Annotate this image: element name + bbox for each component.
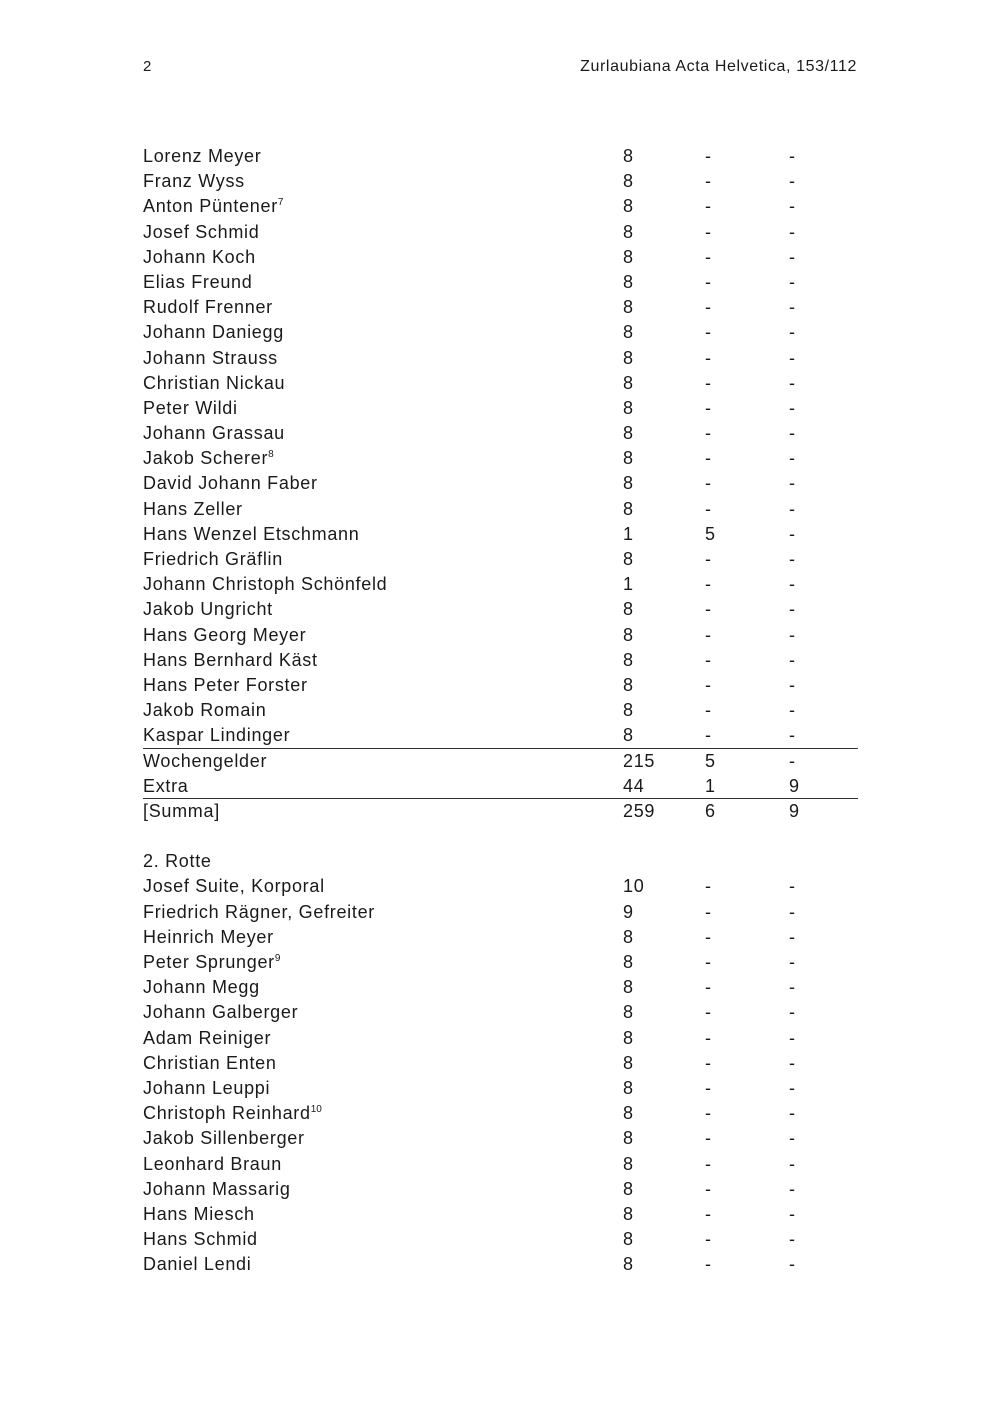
amount-c3: - bbox=[789, 1203, 796, 1224]
amount-c1: 8 bbox=[623, 498, 634, 519]
entry-name-text: Daniel Lendi bbox=[143, 1254, 252, 1275]
table-row bbox=[143, 1026, 858, 1051]
amount-c2: - bbox=[705, 1103, 712, 1124]
entry-name bbox=[143, 1154, 282, 1175]
entry-name-text: Adam Reiniger bbox=[143, 1027, 272, 1048]
table-row bbox=[143, 572, 858, 597]
amount-c3: - bbox=[789, 523, 796, 544]
entry-name-text: Johann Koch bbox=[143, 246, 256, 267]
entry-name-text: Jakob Scherer bbox=[143, 448, 269, 469]
entry-name-text: Johann Leuppi bbox=[143, 1077, 271, 1098]
amount-c3: - bbox=[789, 901, 796, 922]
entry-name bbox=[143, 876, 325, 897]
table-row bbox=[143, 320, 858, 345]
amount-c3: - bbox=[789, 952, 796, 972]
table-row bbox=[143, 723, 858, 748]
amount-c3: - bbox=[789, 1077, 796, 1098]
entry-name-text: Kaspar Lindinger bbox=[143, 725, 291, 746]
entry-name bbox=[143, 902, 375, 923]
entry-name-text: Hans Wenzel Etschmann bbox=[143, 523, 360, 544]
amount-c2: - bbox=[705, 171, 712, 192]
table-row bbox=[143, 874, 858, 899]
amount-c3: - bbox=[789, 1229, 796, 1250]
amount-c2: - bbox=[705, 574, 712, 595]
amount-c2: - bbox=[705, 1178, 712, 1199]
amount-c3: 9 bbox=[789, 775, 800, 796]
amount-c3: - bbox=[789, 1128, 796, 1149]
table-row bbox=[143, 346, 858, 371]
amount-c1: 8 bbox=[623, 1178, 634, 1199]
footnote-marker: 7 bbox=[277, 197, 284, 209]
amount-c1: 8 bbox=[623, 599, 634, 620]
amount-c3: - bbox=[789, 146, 796, 166]
table-row bbox=[143, 547, 858, 572]
footnote-marker: 9 bbox=[274, 953, 281, 964]
entry-name-text: Johann Galberger bbox=[143, 1002, 299, 1023]
amount-c3: - bbox=[789, 750, 796, 771]
amount-c3: - bbox=[789, 700, 796, 721]
amount-c1: 8 bbox=[623, 246, 634, 267]
amount-c3: - bbox=[789, 196, 796, 217]
amount-c2: - bbox=[705, 196, 712, 217]
amount-c2: 1 bbox=[705, 775, 716, 796]
table-row bbox=[143, 1126, 858, 1151]
amount-c2: - bbox=[705, 725, 712, 746]
amount-c2: - bbox=[705, 246, 712, 267]
entry-name bbox=[143, 1204, 255, 1225]
amount-c1: 10 bbox=[623, 876, 645, 897]
amount-c2: - bbox=[705, 674, 712, 695]
amount-c2: - bbox=[705, 397, 712, 418]
entry-name bbox=[143, 373, 285, 394]
entry-name bbox=[143, 801, 220, 822]
table-row bbox=[143, 1202, 858, 1227]
amount-c1: 1 bbox=[623, 574, 634, 595]
amount-c2: - bbox=[705, 549, 712, 569]
table-row bbox=[143, 194, 858, 219]
amount-c2: - bbox=[705, 599, 712, 620]
entry-name bbox=[143, 751, 267, 772]
entry-name bbox=[143, 322, 284, 343]
amount-c1: 8 bbox=[623, 674, 634, 695]
amount-c3: - bbox=[789, 1027, 796, 1048]
entry-name bbox=[143, 625, 306, 646]
entry-name-text: Christian Nickau bbox=[143, 372, 286, 393]
entry-name bbox=[143, 348, 278, 369]
entry-name bbox=[143, 776, 189, 797]
table-row bbox=[143, 673, 858, 698]
table-row bbox=[143, 925, 858, 950]
table-row bbox=[143, 623, 858, 648]
amount-c2: - bbox=[705, 952, 712, 972]
entry-name-text: Hans Schmid bbox=[143, 1229, 258, 1250]
amount-c3: - bbox=[789, 347, 796, 368]
table-row bbox=[143, 698, 858, 723]
amount-c2: - bbox=[705, 221, 712, 242]
entry-name-text: Christoph Reinhard bbox=[143, 1103, 311, 1124]
entry-name-text: Hans Peter Forster bbox=[143, 674, 308, 695]
amount-c1: 8 bbox=[623, 423, 634, 444]
entry-name bbox=[143, 1053, 277, 1074]
entry-name-text: Christian Enten bbox=[143, 1052, 277, 1073]
amount-c1: 8 bbox=[623, 1002, 634, 1023]
entry-name-text: Hans Zeller bbox=[143, 498, 243, 519]
amount-c3: - bbox=[789, 1002, 796, 1023]
entry-name-text: Heinrich Meyer bbox=[143, 926, 274, 947]
footnote-marker: 8 bbox=[268, 449, 274, 461]
entry-name-text: Johann Megg bbox=[143, 977, 260, 998]
amount-c2: 5 bbox=[705, 523, 716, 544]
amount-c2: - bbox=[705, 1002, 712, 1023]
amount-c2: - bbox=[705, 1203, 712, 1224]
entry-name-text: [Summa] bbox=[143, 800, 220, 821]
entry-name bbox=[143, 650, 318, 671]
entry-name-text: Franz Wyss bbox=[143, 171, 245, 192]
entry-name bbox=[143, 927, 274, 948]
entry-name-text: Johann Grassau bbox=[143, 423, 285, 444]
footnote-marker: 10 bbox=[310, 1104, 322, 1116]
entry-name-text: Hans Georg Meyer bbox=[143, 624, 307, 645]
table-row bbox=[143, 471, 858, 496]
entry-name bbox=[143, 196, 283, 217]
amount-c3: - bbox=[789, 397, 796, 418]
amount-c1: 9 bbox=[623, 901, 634, 922]
entry-name bbox=[143, 549, 283, 570]
amount-c1: 8 bbox=[623, 347, 634, 368]
amount-c1: 8 bbox=[623, 1077, 634, 1098]
amount-c2: - bbox=[705, 498, 712, 519]
amount-c3: 9 bbox=[789, 800, 800, 821]
amount-c1: 8 bbox=[623, 952, 634, 972]
entry-name-text: Friedrich Rägner, Gefreiter bbox=[143, 901, 375, 922]
amount-c1: 8 bbox=[623, 977, 634, 998]
entry-name bbox=[143, 725, 290, 746]
entry-name-text: Jakob Ungricht bbox=[143, 599, 273, 620]
amount-c2: 6 bbox=[705, 800, 716, 821]
entry-name-text: Elias Freund bbox=[143, 271, 253, 292]
amount-c1: 8 bbox=[623, 473, 634, 494]
entry-name-text: Extra bbox=[143, 775, 189, 796]
amount-c3: - bbox=[789, 271, 796, 292]
table-row bbox=[143, 975, 858, 1000]
amount-c3: - bbox=[789, 624, 796, 645]
amount-c2: - bbox=[705, 473, 712, 494]
amount-c2: - bbox=[705, 1229, 712, 1250]
total-row bbox=[143, 799, 858, 824]
entry-name-text: Rudolf Frenner bbox=[143, 297, 273, 318]
amount-c2: - bbox=[705, 901, 712, 922]
entry-name bbox=[143, 1028, 271, 1049]
entry-name-text: Hans Miesch bbox=[143, 1203, 255, 1224]
amount-c1: 8 bbox=[623, 1153, 634, 1174]
table-row bbox=[143, 1051, 858, 1076]
amount-c3: - bbox=[789, 372, 796, 393]
table-row bbox=[143, 396, 858, 421]
entry-name-text: Jakob Sillenberger bbox=[143, 1128, 305, 1149]
total-row bbox=[143, 774, 858, 799]
entry-name-text: Friedrich Gräflin bbox=[143, 549, 283, 569]
amount-c1: 8 bbox=[623, 549, 634, 569]
amount-c1: 8 bbox=[623, 1052, 634, 1073]
amount-c3: - bbox=[789, 549, 796, 569]
amount-c1: 8 bbox=[623, 1027, 634, 1048]
table-row bbox=[143, 1252, 858, 1277]
entry-name bbox=[143, 1078, 270, 1099]
table-row bbox=[143, 1227, 858, 1252]
entry-name-text: Johann Massarig bbox=[143, 1178, 291, 1199]
entry-name bbox=[143, 423, 285, 444]
amount-c2: - bbox=[705, 1153, 712, 1174]
amount-c2: - bbox=[705, 1052, 712, 1073]
amount-c2: - bbox=[705, 297, 712, 318]
table-row bbox=[143, 1177, 858, 1202]
entry-name bbox=[143, 448, 274, 469]
amount-c2: - bbox=[705, 977, 712, 998]
amount-c1: 8 bbox=[623, 397, 634, 418]
entry-name bbox=[143, 599, 273, 620]
entry-name-text: Hans Bernhard Käst bbox=[143, 649, 318, 670]
entry-name bbox=[143, 1128, 305, 1149]
amount-c1: 8 bbox=[623, 926, 634, 947]
amount-c2: - bbox=[705, 624, 712, 645]
amount-c1: 8 bbox=[623, 624, 634, 645]
entry-name-text: Wochengelder bbox=[143, 750, 268, 771]
entry-name bbox=[143, 574, 387, 595]
amount-c1: 8 bbox=[623, 372, 634, 393]
entry-name bbox=[143, 499, 243, 520]
amount-c1: 8 bbox=[623, 1229, 634, 1250]
entry-name bbox=[143, 952, 280, 973]
amount-c1: 8 bbox=[623, 1254, 634, 1275]
running-head: Zurlaubiana Acta Helvetica, 153/112 bbox=[580, 58, 857, 75]
table-row bbox=[143, 144, 858, 169]
amount-c1: 8 bbox=[623, 271, 634, 292]
table-row bbox=[143, 295, 858, 320]
entry-name bbox=[143, 675, 308, 696]
amount-c2: - bbox=[705, 926, 712, 947]
amount-c3: - bbox=[789, 674, 796, 695]
table-row bbox=[143, 220, 858, 245]
amount-c3: - bbox=[789, 876, 796, 897]
amount-c3: - bbox=[789, 1153, 796, 1174]
entry-name bbox=[143, 977, 260, 998]
entry-name-text: Jakob Romain bbox=[143, 700, 267, 721]
amount-c3: - bbox=[789, 1052, 796, 1073]
amount-c2: - bbox=[705, 448, 712, 469]
entry-name bbox=[143, 1254, 251, 1275]
entry-name bbox=[143, 1179, 291, 1200]
table-row bbox=[143, 1101, 858, 1126]
amount-c3: - bbox=[789, 725, 796, 746]
table-row bbox=[143, 446, 858, 471]
amount-c3: - bbox=[789, 926, 796, 947]
entry-name-text: Peter Wildi bbox=[143, 397, 238, 418]
page-number: 2 bbox=[143, 58, 152, 75]
amount-c3: - bbox=[789, 649, 796, 670]
amount-c3: - bbox=[789, 574, 796, 595]
amount-c2: - bbox=[705, 423, 712, 444]
amount-c1: 8 bbox=[623, 146, 634, 166]
amount-c2: - bbox=[705, 1027, 712, 1048]
ledger-table bbox=[143, 144, 858, 1277]
entry-name-text: Anton Püntener bbox=[143, 196, 278, 217]
entry-name bbox=[143, 1229, 258, 1250]
amount-c1: 8 bbox=[623, 1128, 634, 1149]
amount-c3: - bbox=[789, 297, 796, 318]
amount-c1: 8 bbox=[623, 1203, 634, 1224]
amount-c1: 8 bbox=[623, 322, 634, 343]
table-row bbox=[143, 648, 858, 673]
table-row bbox=[143, 900, 858, 925]
entry-name-text: Lorenz Meyer bbox=[143, 146, 262, 166]
amount-c2: 5 bbox=[705, 750, 716, 771]
amount-c1: 8 bbox=[623, 221, 634, 242]
sum-rule bbox=[143, 748, 858, 749]
table-row bbox=[143, 371, 858, 396]
amount-c2: - bbox=[705, 347, 712, 368]
table-row bbox=[143, 522, 858, 547]
entry-name bbox=[143, 297, 273, 318]
table-row bbox=[143, 1152, 858, 1177]
table-row bbox=[143, 1076, 858, 1101]
amount-c1: 8 bbox=[623, 448, 634, 469]
entry-name bbox=[143, 700, 266, 721]
entry-name bbox=[143, 1103, 322, 1124]
section-heading bbox=[143, 849, 858, 874]
total-row bbox=[143, 749, 858, 774]
amount-c2: - bbox=[705, 1254, 712, 1275]
entry-name bbox=[143, 222, 259, 243]
entry-name bbox=[143, 1002, 298, 1023]
amount-c1: 8 bbox=[623, 700, 634, 721]
amount-c1: 8 bbox=[623, 171, 634, 192]
amount-c2: - bbox=[705, 146, 712, 166]
entry-name-text: Josef Schmid bbox=[143, 221, 260, 242]
table-row bbox=[143, 169, 858, 194]
amount-c1: 44 bbox=[623, 775, 645, 796]
amount-c3: - bbox=[789, 599, 796, 620]
entry-name-text: Johann Daniegg bbox=[143, 322, 284, 343]
table-row bbox=[143, 950, 858, 975]
table-row bbox=[143, 497, 858, 522]
amount-c3: - bbox=[789, 221, 796, 242]
entry-name-text: Peter Sprunger bbox=[143, 952, 275, 972]
entry-name-text: David Johann Faber bbox=[143, 473, 318, 494]
table-row bbox=[143, 597, 858, 622]
table-row bbox=[143, 270, 858, 295]
amount-c2: - bbox=[705, 700, 712, 721]
entry-name-text: Josef Suite, Korporal bbox=[143, 876, 325, 897]
amount-c3: - bbox=[789, 498, 796, 519]
amount-c1: 215 bbox=[623, 750, 656, 771]
entry-name bbox=[143, 524, 359, 545]
amount-c2: - bbox=[705, 876, 712, 897]
amount-c3: - bbox=[789, 473, 796, 494]
section-gap bbox=[143, 824, 858, 849]
table-row bbox=[143, 421, 858, 446]
amount-c3: - bbox=[789, 1254, 796, 1275]
amount-c1: 1 bbox=[623, 523, 634, 544]
amount-c2: - bbox=[705, 372, 712, 393]
amount-c1: 8 bbox=[623, 196, 634, 217]
amount-c3: - bbox=[789, 448, 796, 469]
amount-c2: - bbox=[705, 1077, 712, 1098]
amount-c1: 259 bbox=[623, 800, 656, 821]
table-row bbox=[143, 1000, 858, 1025]
table-row bbox=[143, 245, 858, 270]
amount-c3: - bbox=[789, 246, 796, 267]
amount-c1: 8 bbox=[623, 649, 634, 670]
amount-c3: - bbox=[789, 423, 796, 444]
amount-c3: - bbox=[789, 171, 796, 192]
amount-c3: - bbox=[789, 1103, 796, 1124]
entry-name-text: Johann Christoph Schönfeld bbox=[143, 574, 388, 595]
amount-c3: - bbox=[789, 977, 796, 998]
entry-name bbox=[143, 473, 318, 494]
amount-c1: 8 bbox=[623, 297, 634, 318]
entry-name bbox=[143, 398, 238, 419]
amount-c2: - bbox=[705, 271, 712, 292]
entry-name bbox=[143, 146, 261, 167]
entry-name bbox=[143, 171, 245, 192]
entry-name bbox=[143, 272, 252, 293]
amount-c2: - bbox=[705, 322, 712, 343]
section-heading-text: 2. Rotte bbox=[143, 851, 212, 872]
entry-name-text: Johann Strauss bbox=[143, 347, 278, 368]
sum-rule bbox=[143, 798, 858, 799]
amount-c1: 8 bbox=[623, 1103, 634, 1124]
amount-c2: - bbox=[705, 649, 712, 670]
amount-c3: - bbox=[789, 1178, 796, 1199]
amount-c2: - bbox=[705, 1128, 712, 1149]
entry-name bbox=[143, 247, 256, 268]
amount-c1: 8 bbox=[623, 725, 634, 746]
entry-name-text: Leonhard Braun bbox=[143, 1153, 282, 1174]
amount-c3: - bbox=[789, 322, 796, 343]
